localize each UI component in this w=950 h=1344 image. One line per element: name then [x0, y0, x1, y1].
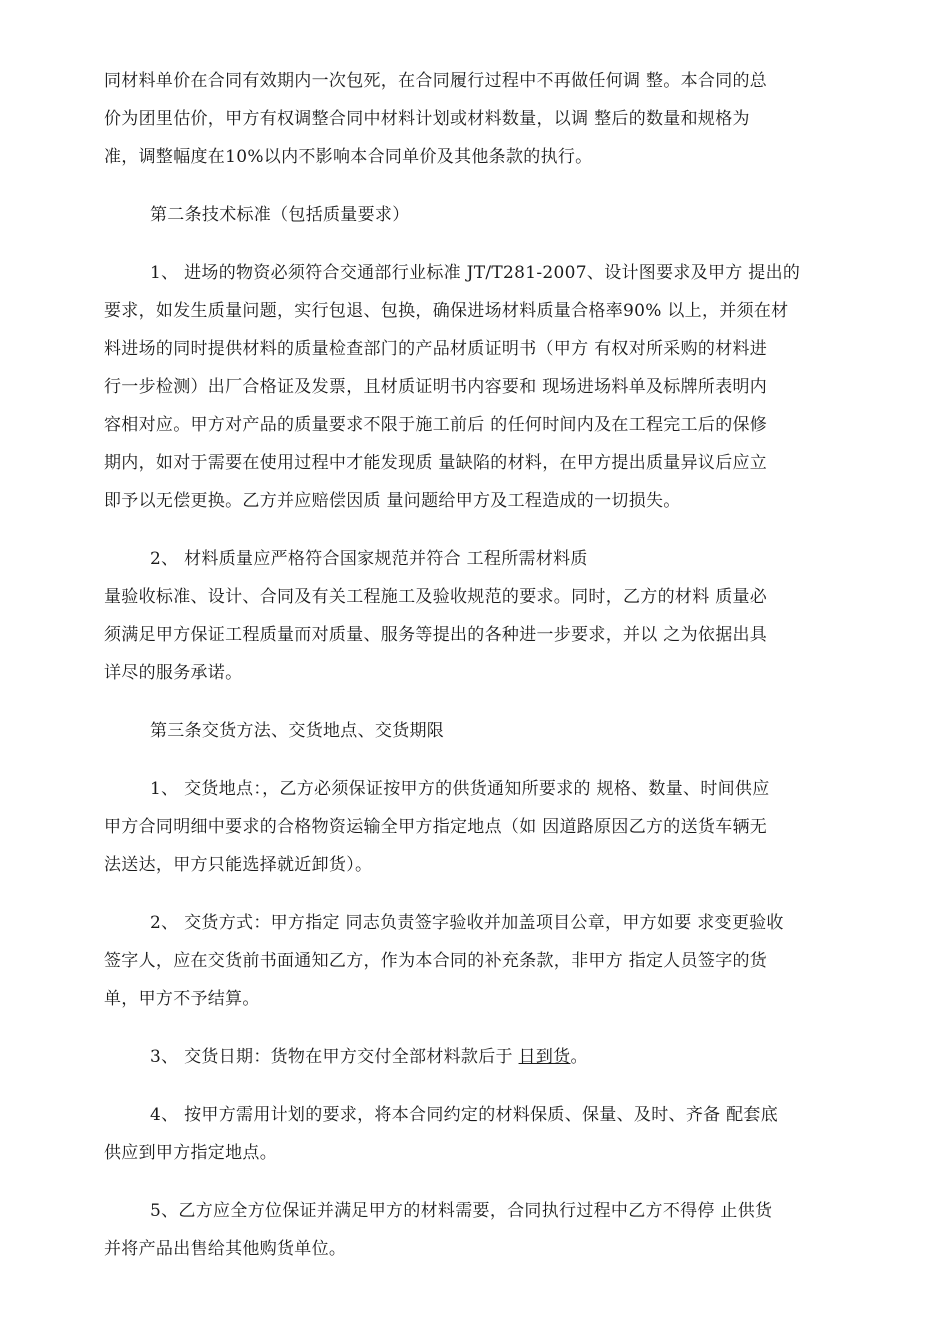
text-line: 料进场的同时提供材料的质量检查部门的产品材质证明书（甲方 有权对所采购的材料进: [104, 339, 768, 359]
text-line: 即予以无偿更换。乙方并应赔偿因质 量问题给甲方及工程造成的一切损失。: [104, 491, 681, 511]
text-line: 行一步检测）出厂合格证及发票，且材质证明书内容要和 现场进场料单及标牌所表明内: [104, 377, 768, 397]
paragraph-delivery-date: [104, 1038, 870, 1076]
text-line: 要求，如发生质量问题，实行包退、包换，确保进场材料质量合格率90% 以上，并须在材: [104, 301, 789, 321]
text-line: 容相对应。甲方对产品的质量要求不限于施工前后 的任何时间内及在工程完工后的保修: [104, 415, 768, 435]
paragraph-delivery-location: [104, 770, 870, 884]
delivery-date-text: 3、 交货日期：货物在甲方交付全部材料款后于: [150, 1047, 513, 1067]
section-heading-technical-standard: [104, 196, 870, 234]
text-line: 并将产品出售给其他购货单位。: [104, 1239, 347, 1259]
underlined-blank-text: 日到货: [518, 1047, 571, 1067]
text-line: 4、 按甲方需用计划的要求，将本合同约定的材料保质、保量、及时、齐备 配套底: [150, 1105, 779, 1125]
text-line: 价为团里估价，甲方有权调整合同中材料计划或材料数量，以调 整后的数量和规格为: [104, 109, 750, 129]
paragraph-supply-guarantee: [104, 1192, 870, 1268]
paragraph-quality-item-1: [104, 254, 870, 520]
text-line: 1、 进场的物资必须符合交通部行业标准 JT/T281-2007、设计图要求及甲方 提出的: [150, 263, 801, 283]
paragraph-quality-item-2: [104, 540, 870, 692]
text-line: 单，甲方不予结算。: [104, 989, 260, 1009]
text-line: 同材料单价在合同有效期内一次包死，在合同履行过程中不再做任何调 整。本合同的总: [104, 71, 768, 91]
text-line: 须满足甲方保证工程质量而对质量、服务等提出的各种进一步要求，并以 之为依据出具: [104, 625, 768, 645]
text-line: 2、 材料质量应严格符合国家规范并符合 工程所需材料质: [150, 549, 588, 569]
text-line: 详尽的服务承诺。: [104, 663, 243, 683]
text-line: 量验收标准、设计、合同及有关工程施工及验收规范的要求。同时，乙方的材料 质量必: [104, 587, 768, 607]
text-line: 签字人，应在交货前书面通知乙方，作为本合同的补充条款，非甲方 指定人员签字的货: [104, 951, 768, 971]
text-line: 供应到甲方指定地点。: [104, 1143, 277, 1163]
heading-text: 第二条技术标准（包括质量要求）: [150, 205, 410, 225]
paragraph-delivery-method: [104, 904, 870, 1018]
delivery-date-tail: 。: [570, 1047, 588, 1067]
text-line: 2、 交货方式：甲方指定 同志负责签字验收并加盖项目公章，甲方如要 求变更验收: [150, 913, 784, 933]
paragraph-supply-plan: [104, 1096, 870, 1172]
heading-text: 第三条交货方法、交货地点、交货期限: [150, 721, 445, 741]
text-line: 甲方合同明细中要求的合格物资运输全甲方指定地点（如 因道路原因乙方的送货车辆无: [104, 817, 768, 837]
text-line: 期内，如对于需要在使用过程中才能发现质 量缺陷的材料，在甲方提出质量异议后应立: [104, 453, 768, 473]
section-heading-delivery: [104, 712, 870, 750]
text-line: 5、乙方应全方位保证并满足甲方的材料需要，合同执行过程中乙方不得停 止供货: [150, 1201, 773, 1221]
paragraph-price-terms: [104, 62, 870, 176]
text-line: 准，调整幅度在10%以内不影响本合同单价及其他条款的执行。: [104, 147, 593, 167]
text-line: [104, 1038, 870, 1076]
text-line: 法送达，甲方只能选择就近卸货）。: [104, 855, 373, 875]
text-line: 1、 交货地点：，乙方必须保证按甲方的供货通知所要求的 规格、数量、时间供应: [150, 779, 770, 799]
